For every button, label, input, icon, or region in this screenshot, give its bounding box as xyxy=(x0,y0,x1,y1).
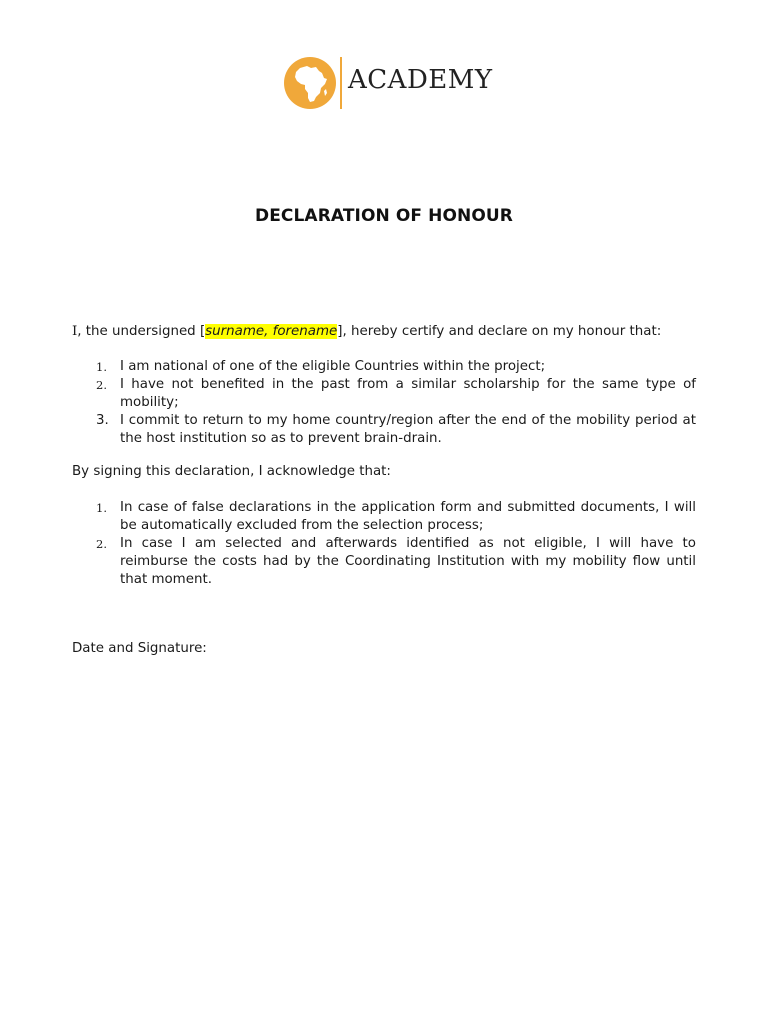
list-item-number: 2. xyxy=(96,378,107,392)
list-item xyxy=(72,376,696,412)
intro-before: , the undersigned [ xyxy=(77,324,206,339)
name-placeholder[interactable]: surname, forename xyxy=(205,324,338,339)
acknowledge-intro: By signing this declaration, I acknowledge that: xyxy=(72,464,391,479)
document-title: DECLARATION OF HONOUR xyxy=(255,206,513,226)
academy-logo xyxy=(283,55,493,111)
list-item xyxy=(72,358,696,376)
list-item-number: 1. xyxy=(96,360,107,374)
acknowledge-list xyxy=(72,499,696,589)
signature-label: Date and Signature: xyxy=(72,641,207,656)
logo-divider xyxy=(340,57,342,109)
intro-lead: I xyxy=(72,324,78,339)
certify-list xyxy=(72,358,696,448)
list-item-text: I commit to return to my home country/region after the end of the mobility period at the host institution so as to prevent brain-drain. xyxy=(120,413,696,446)
list-item-text: I am national of one of the eligible Countries within the project; xyxy=(120,359,546,374)
list-item-text: I have not benefited in the past from a similar scholarship for the same type of mobility; xyxy=(120,377,696,410)
list-item xyxy=(72,535,696,589)
intro-after: ], hereby certify and declare on my honour that: xyxy=(337,324,662,339)
list-item xyxy=(72,499,696,535)
list-item xyxy=(72,412,696,448)
logo-wordmark: ACADEMY xyxy=(348,65,493,95)
list-item-number: 3. xyxy=(96,413,109,428)
list-item-text: In case of false declarations in the application form and submitted documents, I will be automatically excluded from the selection process; xyxy=(120,500,696,533)
list-item-number: 2. xyxy=(96,537,107,551)
list-item-text: In case I am selected and afterwards identified as not eligible, I will have to reimburse the costs had by the Coordinating Institution with my mobility flow until that moment. xyxy=(120,536,696,587)
africa-map-icon xyxy=(283,56,337,110)
intro-statement xyxy=(72,323,712,341)
list-item-number: 1. xyxy=(96,501,107,515)
